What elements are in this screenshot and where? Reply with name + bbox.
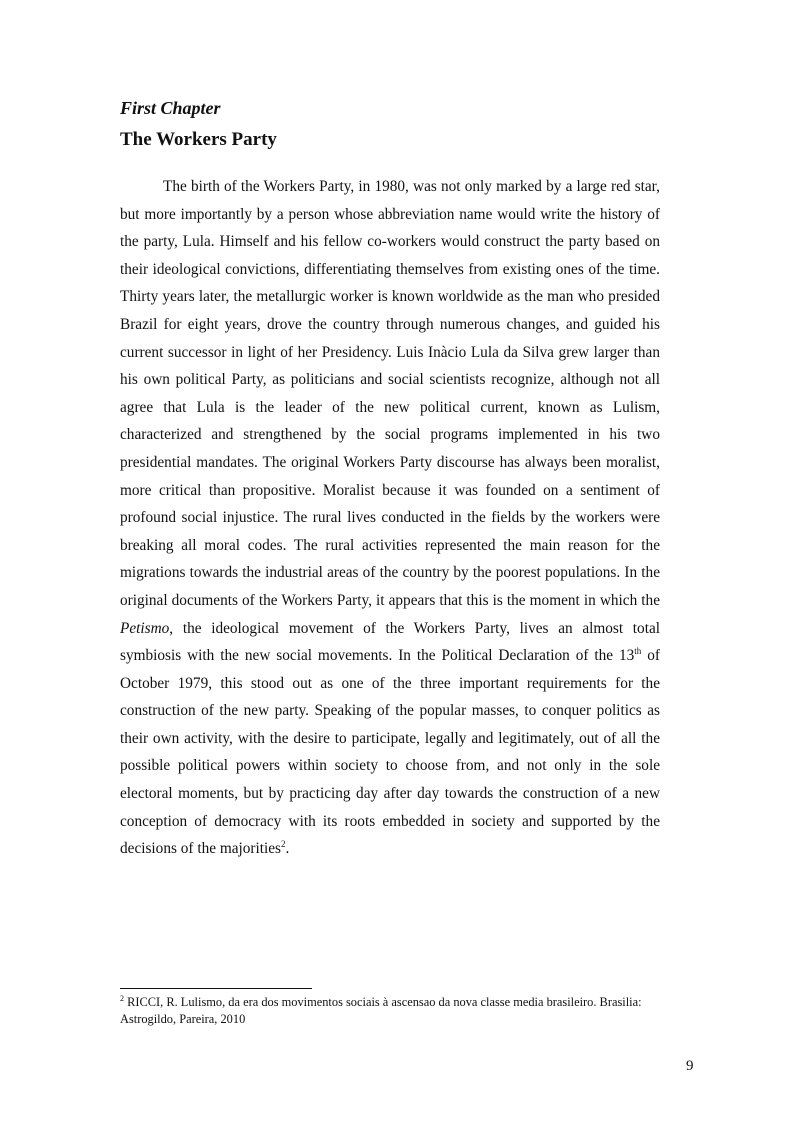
chapter-title: The Workers Party	[120, 129, 277, 150]
body-text-part-2: , the ideological movement of the Workers Party, lives an almost total symbiosis with the new social movements. In the Political Declaration of the 13	[120, 619, 660, 665]
chapter-label: First Chapter	[120, 98, 221, 118]
body-text-part-1: The birth of the Workers Party, in 1980, was not only marked by a large red star, but more importantly by a person whose abbreviation name would write the history of the party, Lula. Himself and his fellow co-workers would construct the party based on their ideological convictions, differentiating themselves from existing ones of the time. Thirty years later, the metallurgic worker is known worldwide as the man who presided Brazil for eight years, drove the country through numerous changes, and guided his current successor in light of her Presidency. Luis Inàcio Lula da Silva grew larger than his own political Party, as politicians and social scientists recognize, although not all agree that Lula is the leader of the new political current, known as Lulism, characterized and strengthened by the social programs implemented in his two presidential mandates. The original Workers Party discourse has always been moralist, more critical than propositive. Moralist because it was founded on a sentiment of profound social injustice. The rural lives conducted in the fields by the workers were breaking all moral codes. The rural activities represented the main reason for the migrations towards the industrial areas of the country by the poorest populations. In the original documents of the Workers Party, it appears that this is the moment in which the	[120, 178, 660, 609]
footnote-text: RICCI, R. Lulismo, da era dos movimentos sociais à ascensao da nova classe media brasileiro. Brasilia: Astrogildo, Pareira, 2010	[120, 995, 642, 1026]
body-paragraph	[120, 173, 660, 863]
footnote-reference[interactable]: 2	[281, 839, 286, 850]
page-number: 9	[686, 1058, 694, 1074]
ordinal-superscript: th	[634, 646, 642, 657]
footnote-divider	[120, 988, 312, 989]
body-text-part-3: of October 1979, this stood out as one of the three important requirements for the construction of the new party. Speaking of the popular masses, to conquer politics as their own activity, with the desire to participate, legally and legitimately, out of all the possible political powers within society to choose from, and not only in the sole electoral moments, but by practicing day after day towards the construction of a new conception of democracy with its roots embedded in society and supported by the decisions of the majorities	[120, 647, 660, 858]
italic-term-petismo: Petismo	[120, 619, 170, 637]
footnote	[120, 994, 692, 1028]
final-period: .	[285, 840, 290, 858]
footnote-marker: 2	[120, 994, 124, 1003]
